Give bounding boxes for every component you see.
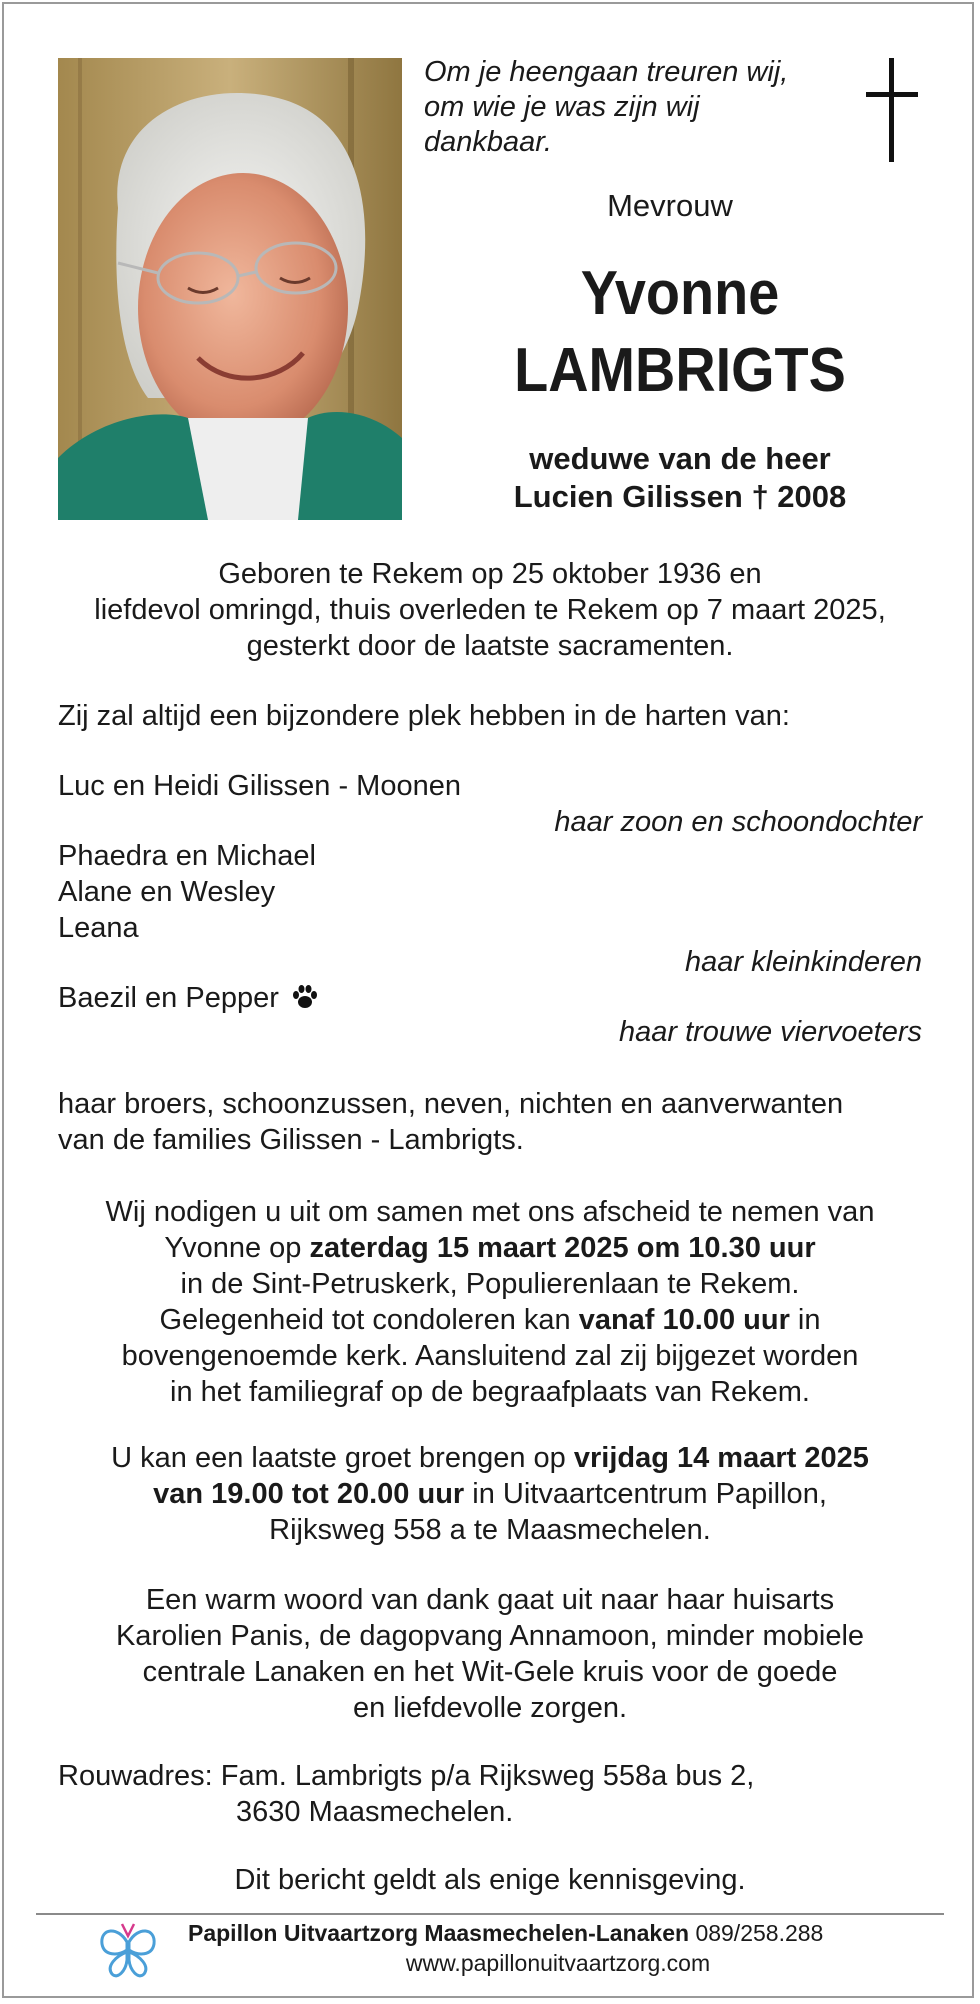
mourning-address: Rouwadres: Fam. Lambrigts p/a Rijksweg 558a bus 2,: [58, 1760, 755, 1792]
family-son-role: haar zoon en schoondochter: [554, 806, 922, 838]
mourning-address-city: 3630 Maasmechelen.: [236, 1796, 514, 1828]
text-line: centrale Lanaken en het Wit-Gele kruis voor de goede: [142, 1656, 838, 1688]
relatives-line: van de families Gilissen - Lambrigts.: [58, 1124, 524, 1156]
quote-line: om wie je was zijn wij: [424, 91, 700, 123]
text-line: in de Sint-Petruskerk, Populierenlaan te Rekem.: [180, 1268, 800, 1300]
cross-icon: [862, 58, 922, 162]
grandchild-entry: Alane en Wesley: [58, 876, 276, 908]
company-phone: 089/258.288: [695, 1920, 824, 1946]
text-line: van 19.00 tot 20.00 uur in Uitvaartcentrum Papillon,: [153, 1478, 827, 1510]
grandchild-entry: Leana: [58, 912, 139, 944]
condolence-time: vanaf 10.00 uur: [578, 1304, 790, 1336]
text-line: gesterkt door de laatste sacramenten.: [246, 630, 734, 662]
family-son: Luc en Heidi Gilissen - Moonen: [58, 770, 461, 802]
portrait-photo: [58, 58, 402, 520]
text-line: Geboren te Rekem op 25 oktober 1936 en: [218, 558, 762, 590]
company-name: Papillon Uitvaartzorg Maasmechelen-Lanaken: [188, 1920, 690, 1946]
pets-names: Baezil en Pepper: [58, 982, 279, 1014]
notice: [58, 1862, 922, 1898]
quote-line: dankbaar.: [424, 126, 552, 158]
visitation-time: van 19.00 tot 20.00 uur: [153, 1478, 465, 1510]
spouse-line: weduwe van de heer: [529, 441, 831, 476]
text-line: Dit bericht geldt als enige kennisgeving.: [234, 1864, 746, 1896]
text-line: in het familiegraf op de begraafplaats van Rekem.: [170, 1376, 810, 1408]
text-line: Gelegenheid tot condoleren kan vanaf 10.00 uur in: [159, 1304, 821, 1336]
footer-company: [188, 1920, 823, 1947]
ceremony-text: [58, 1194, 922, 1410]
company-website[interactable]: www.papillonuitvaartzorg.com: [405, 1950, 711, 1976]
birth-death-text: [58, 556, 922, 664]
thanks-text: [58, 1582, 922, 1726]
quote-line: Om je heengaan treuren wij,: [424, 56, 789, 88]
salutation: Mevrouw: [607, 188, 733, 223]
ceremony-date: zaterdag 15 maart 2025 om 10.30 uur: [309, 1232, 816, 1264]
text-line: en liefdevolle zorgen.: [352, 1692, 628, 1724]
text-line: Wij nodigen u uit om samen met ons afscheid te nemen van: [105, 1196, 875, 1228]
family-pets: [58, 980, 319, 1016]
text-line: bovengenoemde kerk. Aansluitend zal zij bijgezet worden: [121, 1340, 859, 1372]
deceased-last-name: LAMBRIGTS: [514, 336, 846, 405]
butterfly-logo-icon: [96, 1922, 160, 1980]
relatives-line: haar broers, schoonzussen, neven, nichten en aanverwanten: [58, 1088, 844, 1120]
memorial-quote: [424, 55, 844, 160]
visitation-text: [58, 1440, 922, 1548]
text-line: Karolien Panis, de dagopvang Annamoon, minder mobiele: [115, 1620, 865, 1652]
paw-icon: [291, 984, 319, 1010]
spouse-name: Lucien Gilissen † 2008: [513, 479, 847, 514]
pets-role: haar trouwe viervoeters: [618, 1016, 922, 1048]
deceased-first-name: Yvonne: [580, 259, 780, 328]
text-line: U kan een laatste groet brengen op vrijdag 14 maart 2025: [111, 1442, 869, 1474]
footer-divider: [36, 1913, 944, 1915]
text-line: liefdevol omringd, thuis overleden te Rekem op 7 maart 2025,: [94, 594, 886, 626]
hearts-intro: Zij zal altijd een bijzondere plek hebben in de harten van:: [58, 700, 790, 732]
text-line: Rijksweg 558 a te Maasmechelen.: [269, 1514, 711, 1546]
text-line: Een warm woord van dank gaat uit naar haar huisarts: [145, 1584, 835, 1616]
text-line: Yvonne op zaterdag 15 maart 2025 om 10.30 uur: [164, 1232, 816, 1264]
grandchildren-role: haar kleinkinderen: [685, 946, 922, 978]
grandchild-entry: Phaedra en Michael: [58, 840, 316, 872]
visitation-date: vrijdag 14 maart 2025: [573, 1442, 869, 1474]
